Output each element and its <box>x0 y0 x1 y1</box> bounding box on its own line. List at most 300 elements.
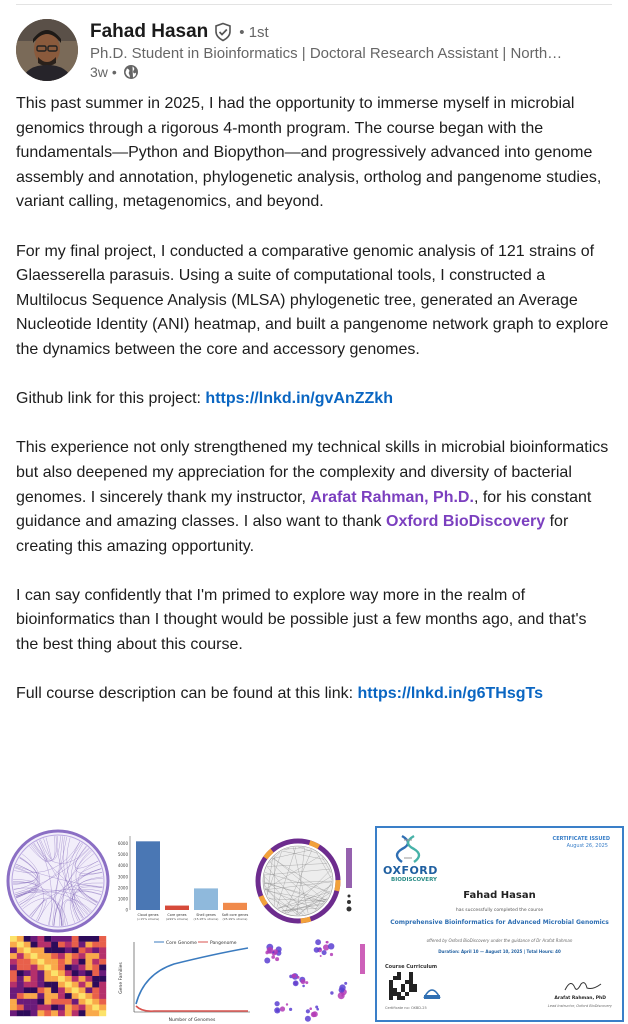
heatmap-cell <box>24 970 31 976</box>
heatmap-cell <box>31 1010 38 1016</box>
globe-icon <box>123 64 139 80</box>
network-node <box>264 958 270 964</box>
heatmap-cell <box>10 959 17 965</box>
heatmap-cell <box>72 993 79 999</box>
network-node <box>339 984 345 990</box>
heatmap-cell <box>58 1010 65 1016</box>
post-body <box>16 92 612 707</box>
heatmap-cell <box>85 976 92 982</box>
heatmap-cell <box>79 976 86 982</box>
heatmap-cell <box>51 976 58 982</box>
circular-tree-graphic <box>4 826 112 936</box>
heatmap-cell <box>10 936 17 942</box>
heatmap-cell <box>37 965 44 971</box>
avatar-photo <box>16 19 78 81</box>
course-certificate-image[interactable] <box>375 826 624 1022</box>
heatmap-cell <box>31 999 38 1005</box>
genome-ring-graphic <box>254 826 372 936</box>
heatmap-cell <box>31 993 38 999</box>
heatmap-graphic <box>8 934 108 1018</box>
feed-divider <box>16 4 612 5</box>
heatmap-cell <box>92 936 99 942</box>
heatmap-cell <box>24 1005 31 1011</box>
mention-oxford-biodiscovery[interactable]: Oxford BioDiscovery <box>386 513 546 531</box>
heatmap-cell <box>10 987 17 993</box>
heatmap-cell <box>24 953 31 959</box>
heatmap-cell <box>92 993 99 999</box>
bar-category-sublabel: (95-99% strains) <box>222 917 248 921</box>
heatmap-cell <box>17 982 24 988</box>
heatmap-cell <box>85 947 92 953</box>
heatmap-cell <box>65 942 72 948</box>
network-node <box>286 1003 288 1005</box>
heatmap-cell <box>58 970 65 976</box>
author-headline: Ph.D. Student in Bioinformatics | Doctoral Research Assistant | North… <box>90 45 563 62</box>
heatmap-cell <box>65 947 72 953</box>
heatmap-cell <box>72 965 79 971</box>
bar-y-tick-label: 1000 <box>117 896 128 902</box>
heatmap-cell <box>51 953 58 959</box>
qr-module <box>389 996 393 1000</box>
network-node <box>292 974 296 978</box>
bar <box>223 903 247 910</box>
qr-module <box>409 972 413 976</box>
network-node <box>302 985 305 988</box>
text-span: for creating this amazing opportunity. <box>16 513 569 555</box>
network-node <box>320 955 322 957</box>
heatmap-cell <box>51 1005 58 1011</box>
qr-module <box>397 992 401 996</box>
heatmap-cell <box>44 982 51 988</box>
network-node <box>312 1011 318 1017</box>
network-node <box>267 947 274 954</box>
heatmap-cell <box>44 1010 51 1016</box>
heatmap-cell <box>24 982 31 988</box>
heatmap-cell <box>72 1005 79 1011</box>
heatmap-cell <box>79 999 86 1005</box>
qr-module <box>409 988 413 992</box>
heatmap-cell <box>51 1010 58 1016</box>
post-header <box>16 19 612 83</box>
heatmap-cell <box>24 999 31 1005</box>
network-node <box>275 1001 280 1006</box>
heatmap-cell <box>17 1010 24 1016</box>
heatmap-cell <box>79 959 86 965</box>
heatmap-cell <box>72 942 79 948</box>
network-node <box>301 979 306 984</box>
heatmap-cell <box>51 970 58 976</box>
post-paragraph: For my final project, I conducted a comparative genomic analysis of 121 strains of Glaesserella parasuis. Using a suite of computational tools, I constructed a Multilocus Sequence Analysis (MLSA) phylogenetic tree, generated an Average Nucleotide Identity (ANI) heatmap, and built a pangenome network graph to explore the dynamics between the core and accessory genomes. <box>16 242 609 358</box>
qr-module <box>389 984 393 988</box>
network-node <box>309 1007 312 1010</box>
heatmap-cell <box>31 1005 38 1011</box>
curve-chart-graphic <box>114 934 254 1024</box>
network-node <box>289 1008 292 1011</box>
network-node <box>322 950 327 955</box>
bar-category-label: Core genes <box>167 913 187 917</box>
network-node <box>275 957 279 961</box>
heatmap-cell <box>85 1010 92 1016</box>
heatmap-cell <box>10 970 17 976</box>
post-meta: 3w • <box>90 64 139 80</box>
heatmap-cell <box>10 999 17 1005</box>
post-paragraph <box>16 387 612 412</box>
bar-category-label: Cloud genes <box>137 913 159 917</box>
heatmap-cell <box>24 1010 31 1016</box>
heatmap-cell <box>51 947 58 953</box>
heatmap-cell <box>10 982 17 988</box>
heatmap-cell <box>44 993 51 999</box>
qr-module <box>393 992 397 996</box>
bar-y-tick-label: 0 <box>125 907 128 913</box>
heatmap-cell <box>37 959 44 965</box>
heatmap-cell <box>85 982 92 988</box>
heatmap-cell <box>92 976 99 982</box>
heatmap-cell <box>10 947 17 953</box>
heatmap-cell <box>99 970 106 976</box>
certificate-issued-label: CERTIFICATE ISSUED <box>552 836 610 842</box>
qr-module <box>409 976 413 980</box>
bar-category-sublabel: (<15% strains) <box>136 917 160 921</box>
heatmap-cell <box>65 982 72 988</box>
shield-check-icon <box>213 22 233 42</box>
heatmap-cell <box>44 936 51 942</box>
network-node <box>306 1009 310 1013</box>
bar-category-sublabel: (≥99% strains) <box>165 917 189 921</box>
heatmap-cell <box>65 1005 72 1011</box>
heatmap-cell <box>65 1010 72 1016</box>
heatmap-cell <box>99 982 106 988</box>
network-graphic <box>254 934 372 1024</box>
heatmap-cell <box>10 1005 17 1011</box>
heatmap-cell <box>17 993 24 999</box>
qr-module <box>413 984 417 988</box>
bar <box>165 906 189 910</box>
qr-module <box>401 996 405 1000</box>
network-node <box>315 1006 318 1009</box>
heatmap-cell <box>51 999 58 1005</box>
certificate-offered: offered by Oxford BioDiscovery under the guidance of Dr Arafat Rahman <box>426 938 573 943</box>
heatmap-cell <box>24 942 31 948</box>
heatmap-cell <box>51 965 58 971</box>
heatmap-cell <box>37 987 44 993</box>
network-node <box>338 992 345 999</box>
bar <box>136 841 160 910</box>
heatmap-cell <box>51 936 58 942</box>
heatmap-cell <box>58 1005 65 1011</box>
author-name[interactable]: Fahad Hasan <box>90 21 209 42</box>
heatmap-cell <box>44 999 51 1005</box>
qr-code-icon <box>389 972 417 1000</box>
network-node <box>314 947 320 953</box>
bar-chart-graphic <box>114 826 254 936</box>
heatmap-cell <box>37 942 44 948</box>
bar-y-tick-label: 4000 <box>117 863 128 869</box>
network-node <box>326 941 329 944</box>
network-node <box>305 981 308 984</box>
heatmap-cell <box>72 999 79 1005</box>
heatmap-cell <box>17 965 24 971</box>
network-node <box>274 1007 280 1013</box>
heatmap-cell <box>65 953 72 959</box>
certificate-number: Certificate no: OXBD-25 <box>385 1006 427 1010</box>
heatmap-cell <box>17 942 24 948</box>
qr-module <box>389 988 393 992</box>
heatmap-cell <box>72 959 79 965</box>
heatmap-cell <box>37 936 44 942</box>
heatmap-cell <box>44 987 51 993</box>
heatmap-cell <box>99 959 106 965</box>
network-node <box>328 943 334 949</box>
heatmap-cell <box>92 1010 99 1016</box>
network-node <box>330 953 333 956</box>
curve-xlabel: Number of Genomes <box>168 1018 216 1023</box>
heatmap-cell <box>92 953 99 959</box>
network-node <box>297 976 300 979</box>
heatmap-cell <box>65 993 72 999</box>
heatmap-cell <box>31 942 38 948</box>
heatmap-cell <box>17 987 24 993</box>
author-avatar[interactable] <box>16 19 78 81</box>
heatmap-cell <box>85 970 92 976</box>
bar-y-tick-label: 5000 <box>117 852 128 858</box>
heatmap-cell <box>65 936 72 942</box>
heatmap-cell <box>37 993 44 999</box>
heatmap-cell <box>31 976 38 982</box>
heatmap-cell <box>65 965 72 971</box>
phylogenetic-tree-image[interactable] <box>4 826 112 936</box>
heatmap-cell <box>58 993 65 999</box>
qr-module <box>409 984 413 988</box>
network-node <box>271 955 275 959</box>
qr-module <box>401 984 405 988</box>
heatmap-cell <box>17 999 24 1005</box>
heatmap-cell <box>44 965 51 971</box>
heatmap-cell <box>51 982 58 988</box>
certificate-issued-date: August 26, 2025 <box>566 843 608 849</box>
heatmap-cell <box>92 982 99 988</box>
heatmap-cell <box>44 953 51 959</box>
circular-genome-map-image[interactable] <box>254 826 372 936</box>
heatmap-cell <box>65 976 72 982</box>
heatmap-cell <box>72 947 79 953</box>
github-link-label: Github link for this project: <box>16 390 206 408</box>
heatmap-cell <box>85 1005 92 1011</box>
curve-ylabel: Gene Families <box>119 962 124 994</box>
heatmap-cell <box>10 993 17 999</box>
heatmap-cell <box>79 970 86 976</box>
network-node <box>280 1006 285 1011</box>
heatmap-cell <box>44 1005 51 1011</box>
heatmap-cell <box>31 965 38 971</box>
qr-module <box>397 996 401 1000</box>
heatmap-cell <box>99 942 106 948</box>
heatmap-cell <box>58 976 65 982</box>
heatmap-cell <box>24 959 31 965</box>
post-paragraph <box>16 682 612 707</box>
qr-module <box>397 976 401 980</box>
certificate-duration: Duration: April 10 — August 10, 2025 | Total Hours: 40 <box>438 949 561 954</box>
bar-category-label: Shell genes <box>196 913 216 917</box>
heatmap-cell <box>58 987 65 993</box>
mention-arafat-rahman[interactable]: Arafat Rahman, Ph.D. <box>310 488 474 506</box>
pangenome-curve-image[interactable] <box>114 934 254 1024</box>
bar-category-sublabel: (15-95% strains) <box>193 917 219 921</box>
network-node <box>305 1016 311 1022</box>
heatmap-cell <box>24 965 31 971</box>
heatmap-cell <box>51 959 58 965</box>
heatmap-cell <box>58 959 65 965</box>
heatmap-cell <box>10 1010 17 1016</box>
heatmap-cell <box>79 947 86 953</box>
heatmap-cell <box>72 1010 79 1016</box>
brand-oxford: OXFORD <box>383 864 438 877</box>
heatmap-cell <box>99 947 106 953</box>
heatmap-cell <box>79 1005 86 1011</box>
heatmap-cell <box>79 942 86 948</box>
course-link-label: Full course description can be found at this link: <box>16 685 358 703</box>
post-time: 3w <box>90 64 108 80</box>
course-link[interactable]: https://lnkd.in/g6THsgTs <box>357 685 543 703</box>
bar-y-tick-label: 6000 <box>117 841 128 847</box>
heatmap-cell <box>65 959 72 965</box>
heatmap-cell <box>24 936 31 942</box>
heatmap-cell <box>37 953 44 959</box>
heatmap-cell <box>58 965 65 971</box>
heatmap-cell <box>44 976 51 982</box>
qr-module <box>389 992 393 996</box>
heatmap-cell <box>17 1005 24 1011</box>
ani-heatmap-image[interactable] <box>8 934 108 1018</box>
bar-y-tick-label: 2000 <box>117 885 128 891</box>
heatmap-cell <box>79 993 86 999</box>
qr-module <box>405 980 409 984</box>
post-paragraph <box>16 436 612 559</box>
qr-module <box>409 980 413 984</box>
heatmap-cell <box>37 982 44 988</box>
heatmap-cell <box>44 942 51 948</box>
heatmap-cell <box>72 982 79 988</box>
post-image-gallery[interactable] <box>0 820 628 1024</box>
heatmap-cell <box>51 942 58 948</box>
heatmap-cell <box>17 959 24 965</box>
pangenome-bar-chart-image[interactable] <box>114 826 254 936</box>
heatmap-cell <box>92 999 99 1005</box>
github-link[interactable]: https://lnkd.in/gvAnZZkh <box>205 390 393 408</box>
heatmap-cell <box>31 982 38 988</box>
heatmap-cell <box>10 942 17 948</box>
heatmap-cell <box>10 976 17 982</box>
heatmap-cell <box>72 987 79 993</box>
heatmap-cell <box>65 970 72 976</box>
heatmap-cell <box>79 987 86 993</box>
heatmap-cell <box>85 987 92 993</box>
heatmap-cell <box>58 942 65 948</box>
heatmap-cell <box>72 936 79 942</box>
qr-module <box>393 976 397 980</box>
heatmap-cell <box>31 959 38 965</box>
legend-core-label: Core Genome <box>166 941 197 946</box>
heatmap-cell <box>85 993 92 999</box>
network-color-scale <box>360 944 365 974</box>
brand-biodiscovery: BIODISCOVERY <box>391 877 437 883</box>
heatmap-cell <box>92 987 99 993</box>
heatmap-cell <box>72 976 79 982</box>
heatmap-cell <box>51 993 58 999</box>
heatmap-cell <box>79 1010 86 1016</box>
heatmap-cell <box>99 936 106 942</box>
heatmap-cell <box>79 953 86 959</box>
dna-logo-icon <box>393 834 423 864</box>
heatmap-cell <box>37 970 44 976</box>
heatmap-cell <box>85 999 92 1005</box>
qr-module <box>401 988 405 992</box>
heatmap-cell <box>44 947 51 953</box>
qr-module <box>413 988 417 992</box>
certificate-course: Comprehensive Bioinformatics for Advanced Microbial Genomics <box>390 919 609 926</box>
bar <box>194 888 218 910</box>
heatmap-cell <box>58 947 65 953</box>
heatmap-cell <box>24 987 31 993</box>
heatmap-cell <box>92 942 99 948</box>
heatmap-cell <box>92 947 99 953</box>
heatmap-cell <box>92 1005 99 1011</box>
heatmap-cell <box>99 1010 106 1016</box>
heatmap-cell <box>51 987 58 993</box>
heatmap-cell <box>31 936 38 942</box>
heatmap-cell <box>31 953 38 959</box>
heatmap-cell <box>10 953 17 959</box>
qr-module <box>389 980 393 984</box>
post-paragraph: This past summer in 2025, I had the opportunity to immerse myself in microbial genomics through a rigorous 4-month program. The course began with the fundamentals—Python and Biopython—and progressively advanced into genome assembly and annotation, phylogenetic analysis, ortholog and pangenome studies, variant calling, metagenomics, and beyond. <box>16 95 602 211</box>
pangenome-network-image[interactable] <box>254 934 372 1024</box>
heatmap-cell <box>65 987 72 993</box>
heatmap-cell <box>92 959 99 965</box>
heatmap-cell <box>24 993 31 999</box>
heatmap-cell <box>17 936 24 942</box>
heatmap-cell <box>85 953 92 959</box>
legend-pan-label: Pangenome <box>210 941 237 946</box>
heatmap-cell <box>99 953 106 959</box>
heatmap-cell <box>37 999 44 1005</box>
heatmap-cell <box>24 976 31 982</box>
network-node <box>293 980 299 986</box>
bar-category-label: Soft core genes <box>221 913 249 917</box>
qr-module <box>393 988 397 992</box>
connection-degree: • 1st <box>239 23 269 41</box>
heatmap-cell <box>10 965 17 971</box>
heatmap-cell <box>85 959 92 965</box>
heatmap-cell <box>58 999 65 1005</box>
heatmap-cell <box>17 947 24 953</box>
heatmap-cell <box>92 965 99 971</box>
heatmap-cell <box>85 942 92 948</box>
heatmap-cell <box>37 1005 44 1011</box>
heatmap-cell <box>92 970 99 976</box>
oxford-mini-logo-icon <box>421 982 443 1002</box>
heatmap-cell <box>58 953 65 959</box>
heatmap-cell <box>37 976 44 982</box>
heatmap-cell <box>85 965 92 971</box>
bar-y-tick-label: 3000 <box>117 874 128 880</box>
heatmap-cell <box>44 959 51 965</box>
heatmap-cell <box>58 982 65 988</box>
heatmap-cell <box>72 970 79 976</box>
certificate-completed: has successfully completed the course <box>455 908 544 913</box>
heatmap-cell <box>79 936 86 942</box>
heatmap-cell <box>31 970 38 976</box>
heatmap-cell <box>17 953 24 959</box>
